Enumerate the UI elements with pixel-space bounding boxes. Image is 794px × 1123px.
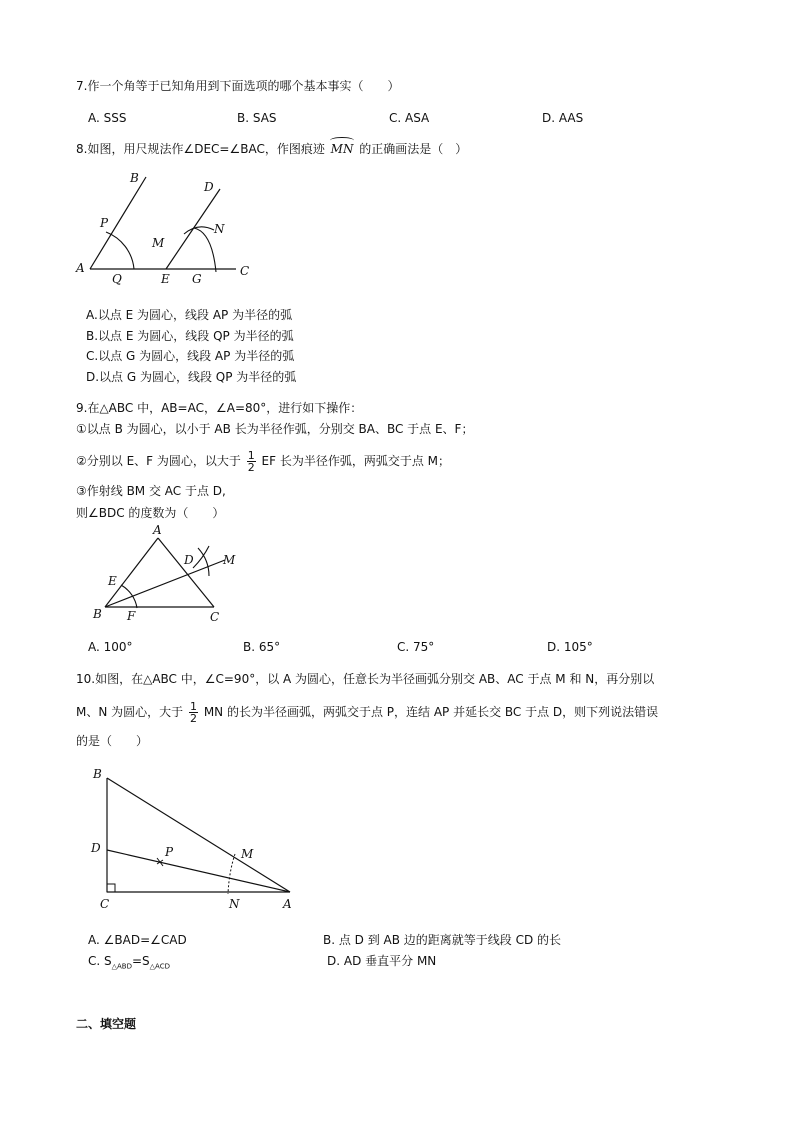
q7-option-b: B. SAS [237, 111, 277, 125]
q10-line1: 10.如图，在△ABC 中，∠C=90°，以 A 为圆心，任意长为半径画弧分别交 AB、AC 于点 M 和 N，再分别以 [76, 672, 655, 686]
q10-label-d: D [91, 841, 101, 855]
q10-line2 [76, 701, 658, 724]
q9-fraction [247, 450, 256, 473]
q8-label-e: E [161, 272, 170, 286]
q9-option-d: D. 105° [547, 640, 593, 654]
q8-stem-pre: 8.如图，用尺规法作∠DEC=∠BAC，作图痕迹 [76, 142, 325, 156]
q9-label-c: C [210, 610, 220, 624]
q8-option-c: C.以点 G 为圆心，线段 AP 为半径的弧 [86, 349, 295, 363]
q8-option-d: D.以点 G 为圆心，线段 QP 为半径的弧 [86, 370, 297, 384]
q9-label-d: D [184, 553, 194, 567]
q8-label-d: D [204, 180, 214, 194]
q10-label-m: M [241, 847, 254, 861]
q10-label-p: P [165, 845, 174, 859]
q9-label-a: A [153, 523, 162, 537]
q10-label-a: A [283, 897, 292, 911]
q8-label-g: G [192, 272, 202, 286]
q9-label-m: M [223, 553, 236, 567]
q10-option-d: D. AD 垂直平分 MN [327, 954, 437, 968]
q10-fraction [189, 701, 198, 724]
q10-option-a: A. ∠BAD=∠CAD [88, 933, 187, 947]
q10-line2-post: MN 的长为半径画弧，两弧交于点 P，连结 AP 并延长交 BC 于点 D，则下列说法错误 [203, 705, 659, 719]
q10-label-b: B [93, 767, 102, 781]
q7-option-a: A. SSS [88, 111, 127, 125]
q8-stem-post: 的正确画法是（ ） [359, 142, 468, 156]
q8-label-q: Q [112, 272, 122, 286]
q10-line2-pre: M、N 为圆心，大于 [76, 705, 184, 719]
q9-question: 则∠BDC 的度数为（ ） [76, 506, 225, 520]
q10-option-c-sub2: △ACD [149, 962, 170, 971]
q8-label-b: B [130, 171, 139, 185]
q9-option-a: A. 100° [88, 640, 133, 654]
q8-label-c: C [240, 264, 250, 278]
q9-frac-num: 1 [247, 449, 255, 462]
q9-figure [85, 522, 260, 627]
q10-option-c-mid: =S [132, 954, 150, 968]
q9-frac-den: 2 [247, 461, 255, 474]
q8-label-a: A [76, 261, 85, 275]
q8-arc-mn: MN [330, 142, 354, 156]
q9-option-b: B. 65° [243, 640, 281, 654]
q10-option-c [88, 952, 170, 975]
q8-stem [76, 140, 467, 158]
q9-step2-post: EF 长为半径作弧，两弧交于点 M； [261, 454, 450, 468]
q7-option-d: D. AAS [542, 111, 584, 125]
q10-line3: 的是（ ） [76, 734, 149, 748]
q10-option-c-sub1: △ABD [111, 962, 132, 971]
q7-option-c: C. ASA [389, 111, 430, 125]
q9-option-c: C. 75° [397, 640, 435, 654]
q9-label-b: B [93, 607, 102, 621]
q10-option-c-pre: C. S [88, 954, 112, 968]
q8-option-a: A.以点 E 为圆心，线段 AP 为半径的弧 [86, 308, 293, 322]
q9-step1: ①以点 B 为圆心，以小于 AB 长为半径作弧，分别交 BA、BC 于点 E、F； [76, 422, 474, 436]
q10-label-c: C [100, 897, 110, 911]
q9-step3: ③作射线 BM 交 AC 于点 D, [76, 484, 226, 498]
q9-stem: 9.在△ABC 中，AB=AC，∠A=80°，进行如下操作： [76, 401, 363, 415]
q10-frac-num: 1 [189, 700, 197, 713]
q8-label-p: P [100, 216, 109, 230]
q8-label-m: M [152, 236, 165, 250]
q9-step2 [76, 450, 450, 473]
q8-label-n: N [214, 222, 225, 236]
q7-stem: 7.作一个角等于已知角用到下面选项的哪个基本事实（ ） [76, 79, 400, 93]
q9-step2-pre: ②分别以 E、F 为圆心，以大于 [76, 454, 241, 468]
q9-label-f: F [127, 609, 136, 623]
q8-option-b: B.以点 E 为圆心，线段 QP 为半径的弧 [86, 329, 294, 343]
q10-frac-den: 2 [189, 712, 197, 725]
section-title-fill-blank: 二、填空题 [76, 1017, 137, 1031]
q9-label-e: E [108, 574, 117, 588]
q10-option-b: B. 点 D 到 AB 边的距离就等于线段 CD 的长 [323, 933, 562, 947]
q10-figure [85, 762, 300, 914]
q8-figure [70, 168, 270, 293]
q10-label-n: N [229, 897, 240, 911]
